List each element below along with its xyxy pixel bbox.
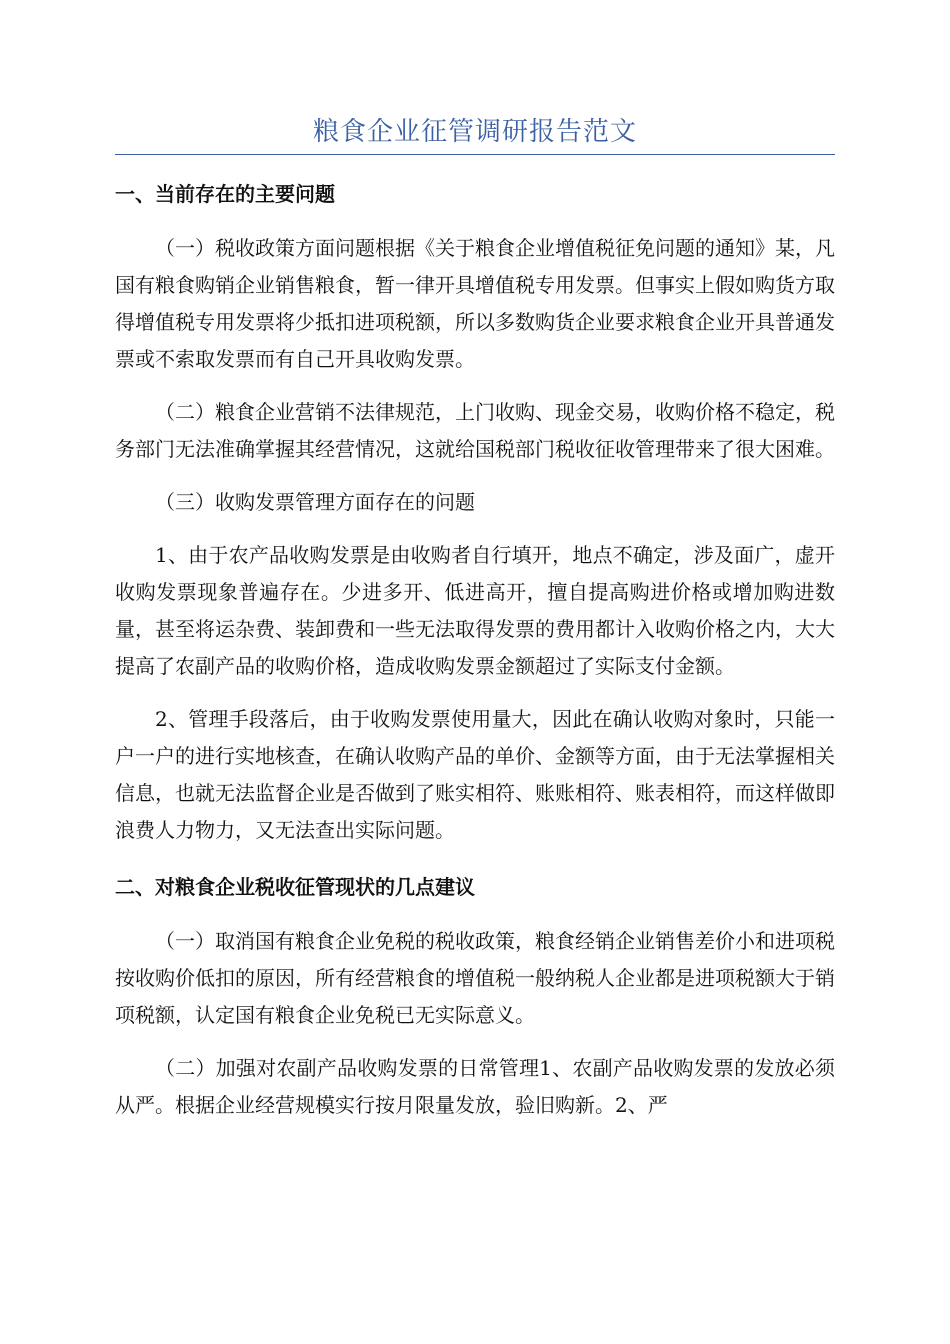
title-underline [115, 154, 835, 155]
section-heading: 二、对粮食企业税收征管现状的几点建议 [115, 875, 475, 899]
paragraph: （二）粮食企业营销不法律规范，上门收购、现金交易，收购价格不稳定，税务部门无法准确掌握其经营情况，这就给国税部门税收征收管理带来了很大困难。 [115, 400, 835, 461]
document-title: 粮食企业征管调研报告范文 [312, 117, 637, 147]
section-2 [115, 865, 835, 1124]
paragraph: （二）加强对农副产品收购发票的日常管理1、农副产品收购发票的发放必须从严。根据企业经营规模实行按月限量发放，验旧购新。2、严 [115, 1056, 835, 1117]
paragraph: 2、管理手段落后，由于收购发票使用量大，因此在确认收购对象时，只能一户一户的进行实地核查，在确认收购产品的单价、金额等方面，由于无法掌握相关信息，也就无法监督企业是否做到了账实相符、账账相符、账表相符，而这样做即浪费人力物力，又无法查出实际问题。 [115, 707, 835, 842]
paragraph: （一）取消国有粮食企业免税的税收政策，粮食经销企业销售差价小和进项税按收购价低扣的原因，所有经营粮食的增值税一般纳税人企业都是进项税额大于销项税额，认定国有粮食企业免税已无实际意义。 [115, 929, 835, 1027]
section-heading: 一、当前存在的主要问题 [115, 182, 335, 206]
paragraph: （三）收购发票管理方面存在的问题 [155, 490, 475, 514]
section-1 [115, 172, 835, 849]
document-body [115, 172, 835, 1140]
paragraph: 1、由于农产品收购发票是由收购者自行填开，地点不确定，涉及面广，虚开收购发票现象普遍存在。少进多开、低进高开，擅自提高购进价格或增加购进数量，甚至将运杂费、装卸费和一些无法取得发票的费用都计入收购价格之内，大大提高了农副产品的收购价格，造成收购发票金额超过了实际支付金额。 [115, 543, 835, 678]
paragraph: （一）税收政策方面问题根据《关于粮食企业增值税征免问题的通知》某，凡国有粮食购销企业销售粮食，暂一律开具增值税专用发票。但事实上假如购货方取得增值税专用发票将少抵扣进项税额，所以多数购货企业要求粮食企业开具普通发票或不索取发票而有自己开具收购发票。 [115, 236, 835, 371]
